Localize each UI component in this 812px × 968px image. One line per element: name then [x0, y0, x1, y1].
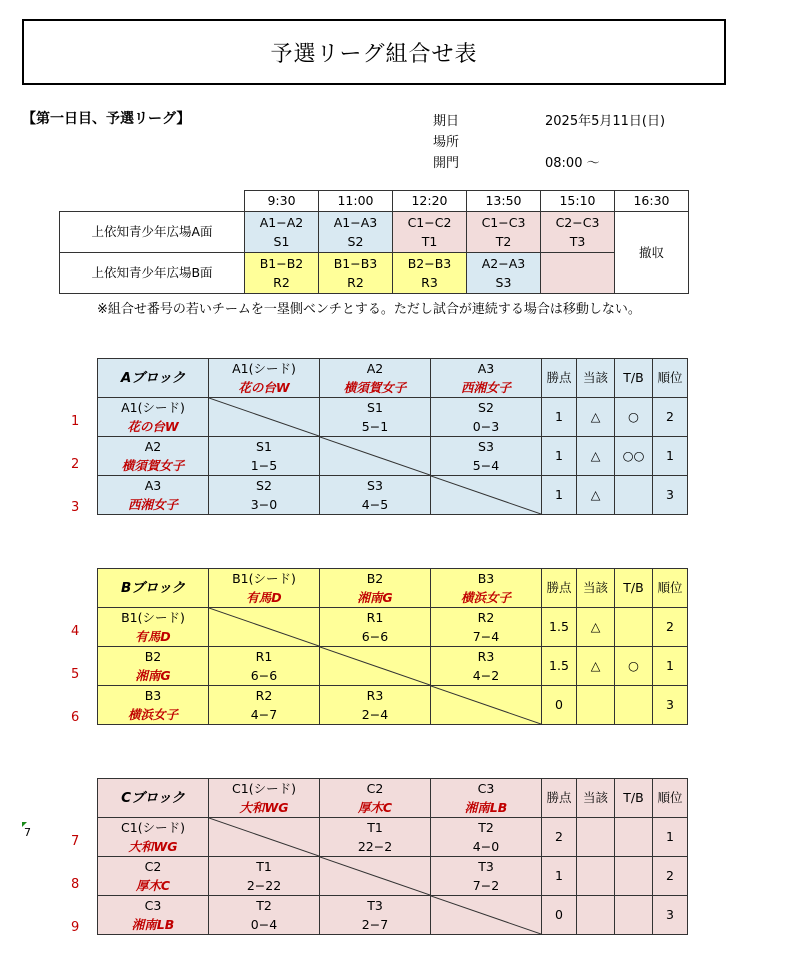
result-cell: T2 0−4	[209, 896, 320, 935]
result-cell: T2 4−0	[431, 818, 542, 857]
tiebreak-cell	[615, 608, 653, 647]
result-cell: T3 2−7	[320, 896, 431, 935]
head-to-head-cell	[577, 818, 615, 857]
block-table-2	[97, 568, 688, 725]
row-number: 9	[71, 920, 80, 935]
team-header: B2 湘南G	[320, 569, 431, 608]
block-name: Aブロック	[98, 359, 209, 398]
diagonal-cell	[431, 476, 542, 515]
match-cell: C2−C3 T3	[541, 212, 615, 253]
team-row-header: C2 厚木C	[98, 857, 209, 896]
diagonal-cell	[320, 857, 431, 896]
head-to-head-cell: △	[577, 398, 615, 437]
result-cell: S2 0−3	[431, 398, 542, 437]
team-header: A2 横須賀女子	[320, 359, 431, 398]
rank-cell: 2	[653, 398, 688, 437]
match-cell: A1−A3 S2	[319, 212, 393, 253]
section-label: 【第一日目、予選リーグ】	[22, 111, 191, 127]
time-slot: 15:10	[541, 191, 615, 212]
head-to-head-cell: △	[577, 437, 615, 476]
match-cell: A1−A2 S1	[245, 212, 319, 253]
team-header: B1(シード) 有馬D	[209, 569, 320, 608]
head-to-head-cell	[577, 857, 615, 896]
closing-cell: 撤収	[615, 212, 689, 294]
stat-header: T/B	[615, 359, 653, 398]
team-row-header: C1(シード) 大和WG	[98, 818, 209, 857]
tiebreak-cell	[615, 818, 653, 857]
tiebreak-cell: ○○	[615, 437, 653, 476]
schedule-table	[59, 190, 689, 294]
rank-cell: 1	[653, 818, 688, 857]
row-number: 1	[71, 414, 80, 429]
tiebreak-cell	[615, 686, 653, 725]
stat-header: 順位	[653, 569, 688, 608]
team-header: A1(シード) 花の台W	[209, 359, 320, 398]
points-cell: 1	[542, 857, 577, 896]
venue-a: 上依知青少年広場A面	[60, 212, 245, 253]
team-header: C1(シード) 大和WG	[209, 779, 320, 818]
head-to-head-cell: △	[577, 608, 615, 647]
result-cell: T1 2−22	[209, 857, 320, 896]
stat-header: T/B	[615, 779, 653, 818]
stat-header: 当該	[577, 569, 615, 608]
rank-cell: 1	[653, 437, 688, 476]
time-slot: 12:20	[393, 191, 467, 212]
head-to-head-cell: △	[577, 647, 615, 686]
time-slot: 9:30	[245, 191, 319, 212]
head-to-head-cell	[577, 896, 615, 935]
block-table-3	[97, 778, 688, 935]
team-row-header: B3 横浜女子	[98, 686, 209, 725]
match-cell: C1−C3 T2	[467, 212, 541, 253]
points-cell: 0	[542, 896, 577, 935]
stat-header: 勝点	[542, 779, 577, 818]
row-number: 4	[71, 624, 80, 639]
tiebreak-cell: ○	[615, 398, 653, 437]
match-cell: A2−A3 S3	[467, 253, 541, 294]
result-cell: R1 6−6	[320, 608, 431, 647]
row-number: 5	[71, 667, 80, 682]
points-cell: 1	[542, 437, 577, 476]
diagonal-cell	[209, 608, 320, 647]
block-name: Bブロック	[98, 569, 209, 608]
row-number: 6	[71, 710, 80, 725]
result-cell: T1 22−2	[320, 818, 431, 857]
points-cell: 1.5	[542, 647, 577, 686]
gate-open-label: 開門	[433, 156, 460, 171]
points-cell: 1.5	[542, 608, 577, 647]
bench-note: ※組合せ番号の若いチームを一塁側ベンチとする。ただし試合が連続する場合は移動しない。	[97, 302, 641, 317]
time-slot: 16:30	[615, 191, 689, 212]
rank-cell: 3	[653, 896, 688, 935]
tiebreak-cell	[615, 857, 653, 896]
rank-cell: 3	[653, 476, 688, 515]
stat-header: 勝点	[542, 569, 577, 608]
points-cell: 0	[542, 686, 577, 725]
result-cell: T3 7−2	[431, 857, 542, 896]
page-title: 予選リーグ組合せ表	[22, 19, 726, 85]
stray-cell-value: 7	[24, 826, 31, 839]
row-number: 3	[71, 500, 80, 515]
team-header: C2 厚木C	[320, 779, 431, 818]
result-cell: S1 5−1	[320, 398, 431, 437]
team-row-header: A2 横須賀女子	[98, 437, 209, 476]
date-value: 2025年5月11日(日)	[545, 114, 666, 129]
rank-cell: 2	[653, 608, 688, 647]
match-cell: C1−C2 T1	[393, 212, 467, 253]
team-row-header: A1(シード) 花の台W	[98, 398, 209, 437]
match-cell: B2−B3 R3	[393, 253, 467, 294]
result-cell: R1 6−6	[209, 647, 320, 686]
time-slot: 13:50	[467, 191, 541, 212]
team-header: A3 西湘女子	[431, 359, 542, 398]
rank-cell: 2	[653, 857, 688, 896]
match-cell: B1−B2 R2	[245, 253, 319, 294]
match-cell: B1−B3 R2	[319, 253, 393, 294]
stat-header: 当該	[577, 779, 615, 818]
team-row-header: B1(シード) 有馬D	[98, 608, 209, 647]
result-cell: S3 5−4	[431, 437, 542, 476]
gate-open-value: 08:00 〜	[545, 156, 600, 171]
match-cell	[541, 253, 615, 294]
result-cell: S2 3−0	[209, 476, 320, 515]
row-number: 2	[71, 457, 80, 472]
row-number: 8	[71, 877, 80, 892]
result-cell: R2 7−4	[431, 608, 542, 647]
place-label: 場所	[433, 135, 460, 150]
team-header: B3 横浜女子	[431, 569, 542, 608]
rank-cell: 3	[653, 686, 688, 725]
head-to-head-cell: △	[577, 476, 615, 515]
date-label: 期日	[433, 114, 460, 129]
result-cell: R3 4−2	[431, 647, 542, 686]
tiebreak-cell	[615, 896, 653, 935]
result-cell: R3 2−4	[320, 686, 431, 725]
rank-cell: 1	[653, 647, 688, 686]
stat-header: T/B	[615, 569, 653, 608]
result-cell: S1 1−5	[209, 437, 320, 476]
block-name: Cブロック	[98, 779, 209, 818]
stat-header: 順位	[653, 359, 688, 398]
team-row-header: A3 西湘女子	[98, 476, 209, 515]
time-slot: 11:00	[319, 191, 393, 212]
diagonal-cell	[431, 896, 542, 935]
points-cell: 1	[542, 476, 577, 515]
diagonal-cell	[431, 686, 542, 725]
team-header: C3 湘南LB	[431, 779, 542, 818]
stat-header: 勝点	[542, 359, 577, 398]
diagonal-cell	[320, 647, 431, 686]
venue-b: 上依知青少年広場B面	[60, 253, 245, 294]
stat-header: 順位	[653, 779, 688, 818]
diagonal-cell	[209, 818, 320, 857]
diagonal-cell	[320, 437, 431, 476]
team-row-header: B2 湘南G	[98, 647, 209, 686]
points-cell: 1	[542, 398, 577, 437]
head-to-head-cell	[577, 686, 615, 725]
team-row-header: C3 湘南LB	[98, 896, 209, 935]
block-table-1	[97, 358, 688, 515]
diagonal-cell	[209, 398, 320, 437]
stat-header: 当該	[577, 359, 615, 398]
tiebreak-cell: ○	[615, 647, 653, 686]
tiebreak-cell	[615, 476, 653, 515]
result-cell: R2 4−7	[209, 686, 320, 725]
row-number: 7	[71, 834, 80, 849]
result-cell: S3 4−5	[320, 476, 431, 515]
points-cell: 2	[542, 818, 577, 857]
